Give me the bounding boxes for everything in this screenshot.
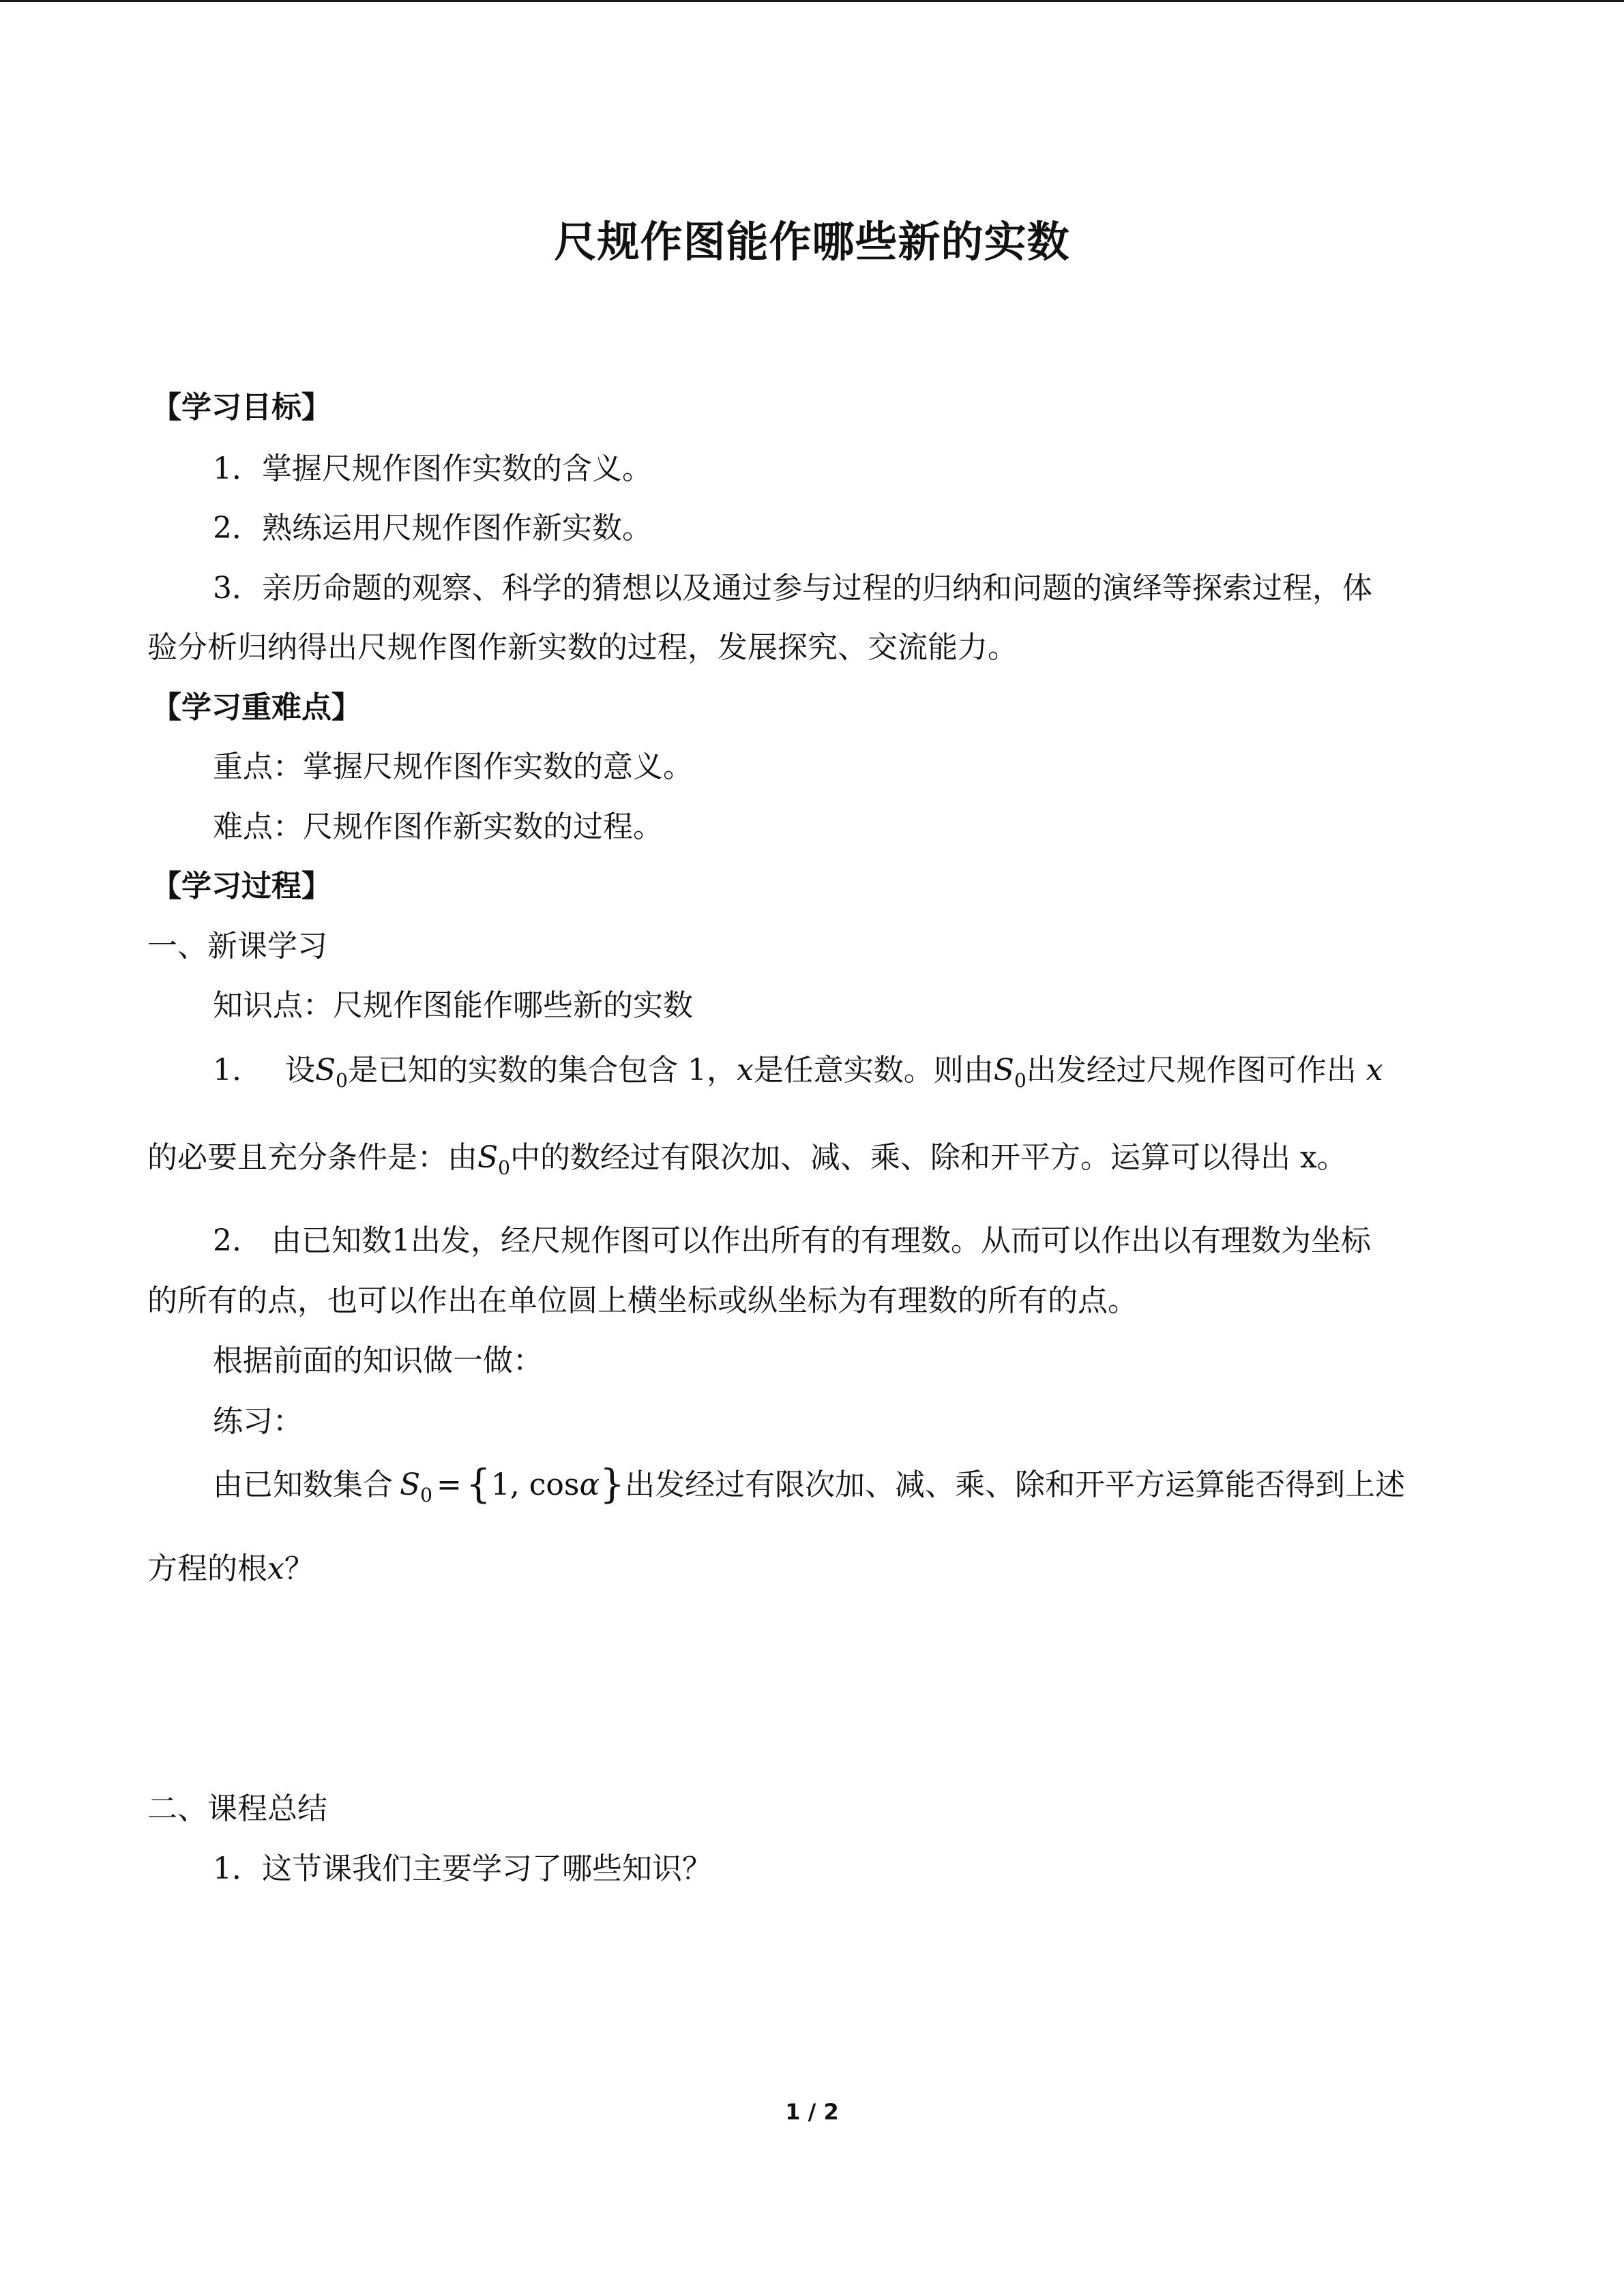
- item1-text-a: 设: [284, 1053, 315, 1088]
- math-x-symbol: x: [736, 1053, 754, 1088]
- goal-item-3: 3．亲历命题的观察、科学的猜想以及通过参与过程的归纳和问题的演绎等探索过程，体: [213, 571, 1372, 606]
- knowledge-point: 知识点：尺规作图能作哪些新的实数: [213, 988, 693, 1023]
- math-s0-symbol: $S_0$: [477, 1140, 510, 1179]
- item1-text-c: 是任意实数。则由: [753, 1053, 994, 1088]
- key-point-difficulty: 难点：尺规作图作新实数的过程。: [213, 809, 663, 844]
- exercise-label: 练习：: [213, 1404, 303, 1439]
- math-equals: =: [436, 1467, 462, 1502]
- section-heading-key-points: 【学习重难点】: [151, 690, 361, 725]
- knowledge-item-2: 2. 由已知数1出发，经尺规作图可以作出所有的有理数。从而可以作出以有理数为坐标: [213, 1223, 1371, 1258]
- exercise-text: [213, 1461, 1406, 1515]
- math-x-symbol: x: [1365, 1053, 1383, 1088]
- math-x-symbol: x: [267, 1551, 284, 1586]
- key-point-focus: 重点：掌握尺规作图作实数的意义。: [213, 749, 693, 784]
- math-alpha: α: [579, 1467, 600, 1502]
- item1-line2-text-b: 中的数经过有限次加、减、乘、除和开平方。运算可以得出 x。: [510, 1140, 1347, 1175]
- summary-item-1: 1．这节课我们主要学习了哪些知识？: [213, 1851, 712, 1886]
- math-set-contents: 1, cos: [490, 1467, 580, 1502]
- exercise-text-b: 出发经过有限次加、减、乘、除和开平方运算能否得到上述: [625, 1467, 1406, 1502]
- section-heading-process: 【学习过程】: [151, 869, 331, 904]
- exercise-question-mark: ？: [284, 1551, 314, 1586]
- item1-number: 1.: [213, 1053, 241, 1088]
- section-heading-goals: 【学习目标】: [151, 390, 331, 425]
- math-s0-symbol: $S_0$: [400, 1467, 432, 1506]
- exercise-text-a: 由已知数集合: [213, 1467, 393, 1502]
- goal-item-2: 2．熟练运用尺规作图作新实数。: [213, 511, 652, 546]
- exercise-text-cont: [147, 1550, 314, 1588]
- right-brace: }: [600, 1461, 625, 1507]
- summary-title: 二、课程总结: [147, 1791, 327, 1826]
- goal-item-1: 1．掌握尺规作图作实数的含义。: [213, 451, 652, 486]
- math-s0-symbol: $S_0$: [993, 1053, 1027, 1092]
- page-number: 1 / 2: [785, 2099, 839, 2125]
- item1-line2-text-a: 的必要且充分条件是：由: [147, 1140, 477, 1175]
- item1-text-b: 是已知的实数的集合包含 1，: [347, 1053, 737, 1088]
- document-title: 尺规作图能作哪些新的实数: [554, 217, 1070, 267]
- knowledge-item-1-cont: [147, 1139, 1347, 1187]
- left-brace: {: [465, 1461, 491, 1507]
- knowledge-item-1: [213, 1052, 1383, 1100]
- practice-prompt: 根据前面的知识做一做：: [213, 1343, 543, 1378]
- part1-title: 一、新课学习: [147, 929, 327, 964]
- math-s0-symbol: $S_0$: [314, 1053, 348, 1092]
- exercise-line2-text: 方程的根: [147, 1551, 267, 1586]
- knowledge-item-2-cont: 的所有的点，也可以作出在单位圆上横坐标或纵坐标为有理数的所有的点。: [147, 1283, 1138, 1318]
- item1-text-d: 出发经过尺规作图可作出: [1026, 1053, 1357, 1088]
- goal-item-3-cont: 验分析归纳得出尺规作图作新实数的过程，发展探究、交流能力。: [147, 630, 1018, 665]
